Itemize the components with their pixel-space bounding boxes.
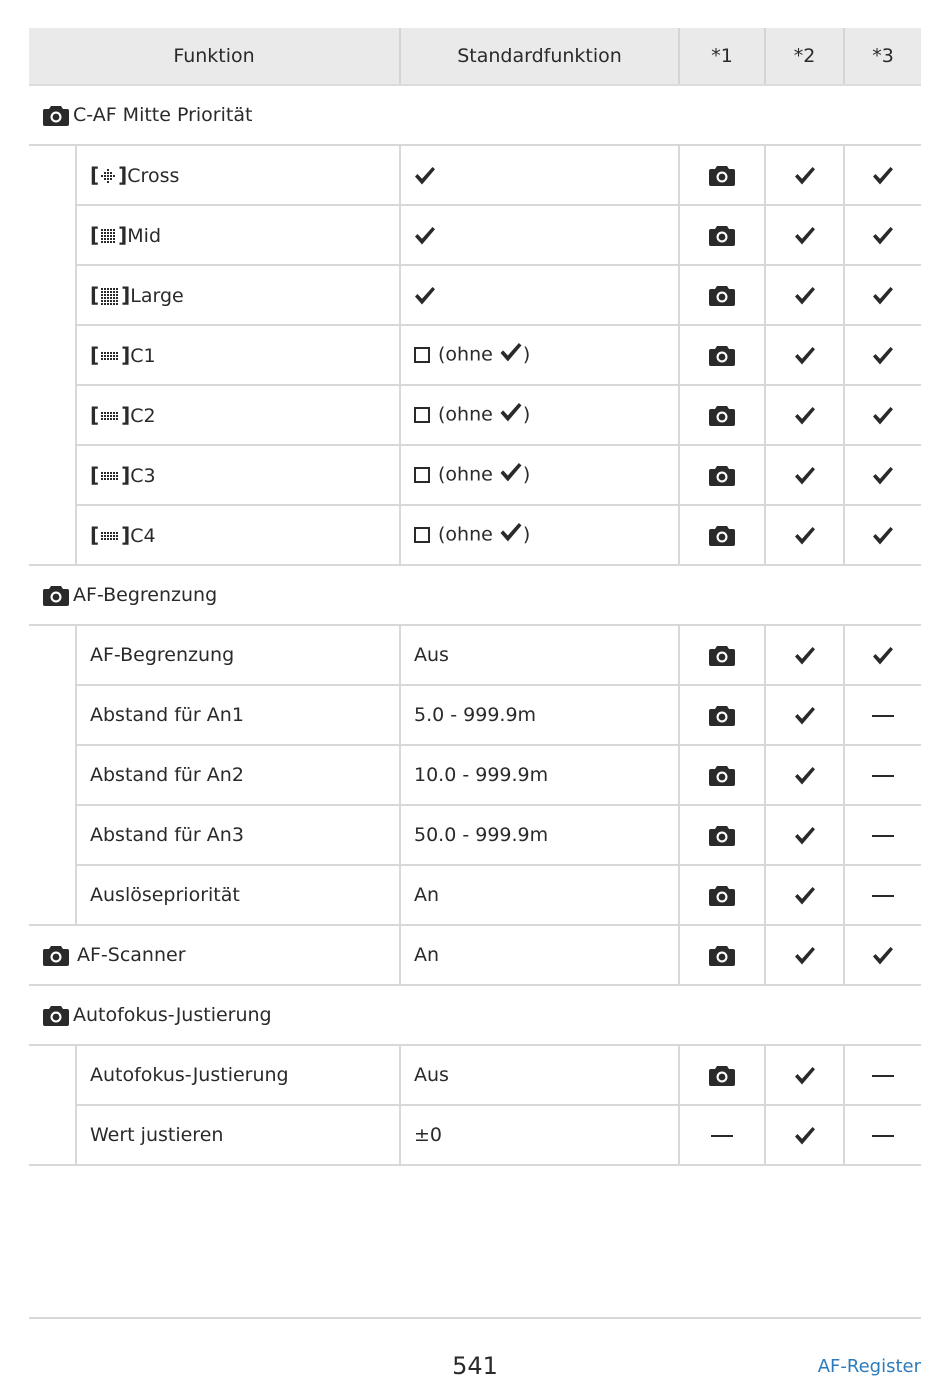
bracket-close: ]: [121, 523, 131, 547]
standard-cell: [400, 505, 679, 565]
standard-value: 5.0 - 999.9m: [400, 685, 679, 745]
check-icon: [794, 406, 816, 426]
table-row: [29, 445, 921, 505]
mode-1-cell: [679, 625, 765, 685]
indent-cell: [29, 505, 76, 565]
indent-cell: [29, 145, 76, 205]
camera-icon: [709, 525, 735, 546]
camera-icon: [709, 165, 735, 186]
section-row-afj: [29, 985, 921, 1045]
camera-icon: [43, 105, 69, 126]
standard-cell: [400, 265, 679, 325]
standard-close: ): [522, 403, 531, 426]
indent-cell: [29, 1045, 76, 1105]
function-cell: [76, 145, 400, 205]
mode-2-cell: [765, 685, 844, 745]
check-icon: [794, 526, 816, 546]
function-name: Large: [130, 285, 184, 307]
function-name: C1: [130, 345, 156, 367]
af-register-link[interactable]: AF-Register: [817, 1356, 921, 1377]
camera-icon: [709, 705, 735, 726]
function-cell: [76, 325, 400, 385]
indent-cell: [29, 685, 76, 745]
section-heading: [29, 985, 921, 1045]
function-name: Cross: [127, 165, 180, 187]
check-icon: [872, 946, 894, 966]
check-icon: [794, 766, 816, 786]
header-mode-2: *2: [765, 28, 844, 85]
table-row: [29, 745, 921, 805]
section-heading: [29, 85, 921, 145]
check-icon: [499, 402, 523, 428]
mode-2-cell: [765, 505, 844, 565]
af-target-grid-icon: [101, 288, 119, 306]
function-name: Mid: [127, 225, 162, 247]
table-row: [29, 625, 921, 685]
function-name: Autofokus-Justierung: [76, 1045, 400, 1105]
check-icon: [794, 1066, 816, 1086]
standard-value: An: [400, 925, 679, 985]
checkbox-empty-icon: [414, 347, 430, 363]
camera-icon: [709, 405, 735, 426]
camera-icon: [709, 225, 735, 246]
af-target-grid-icon: [101, 352, 119, 361]
mode-3-cell: [844, 865, 921, 925]
mode-3-cell: [844, 205, 921, 265]
check-icon: [414, 226, 436, 246]
bracket-open: [: [90, 223, 100, 247]
table-row: [29, 385, 921, 445]
section-heading: [29, 565, 921, 625]
af-target-grid-icon: [101, 412, 119, 421]
mode-3-cell: [844, 1045, 921, 1105]
indent-cell: [29, 385, 76, 445]
mode-1-cell: [679, 385, 765, 445]
dash-icon: [872, 1075, 894, 1077]
camera-icon: [709, 1065, 735, 1086]
mode-2-cell: [765, 925, 844, 985]
standard-text: (ohne: [438, 343, 493, 366]
section-label: AF-Begrenzung: [73, 584, 218, 606]
check-icon: [794, 346, 816, 366]
page-number: 541: [452, 1352, 498, 1380]
dash-icon: [872, 1135, 894, 1137]
mode-3-cell: [844, 805, 921, 865]
mode-3-cell: [844, 445, 921, 505]
mode-3-cell: [844, 385, 921, 445]
bracket-close: ]: [118, 163, 128, 187]
section-label: AF-Scanner: [77, 944, 186, 966]
function-name: Auslösepriorität: [76, 865, 400, 925]
footer-divider: [29, 1317, 921, 1319]
dash-icon: [872, 835, 894, 837]
indent-cell: [29, 865, 76, 925]
mode-2-cell: [765, 625, 844, 685]
indent-cell: [29, 445, 76, 505]
indent-cell: [29, 805, 76, 865]
bracket-close: ]: [121, 463, 131, 487]
bracket-open: [: [90, 283, 100, 307]
section-label: Autofokus-Justierung: [73, 1004, 272, 1026]
standard-text: (ohne: [438, 523, 493, 546]
camera-icon: [43, 1005, 69, 1026]
camera-icon: [709, 885, 735, 906]
check-icon: [872, 466, 894, 486]
mode-3-cell: [844, 1105, 921, 1165]
mode-1-cell: [679, 1045, 765, 1105]
check-icon: [872, 406, 894, 426]
table-row: [29, 1105, 921, 1165]
bracket-open: [: [90, 463, 100, 487]
bracket-open: [: [90, 343, 100, 367]
standard-text: (ohne: [438, 463, 493, 486]
dash-icon: [872, 895, 894, 897]
mode-2-cell: [765, 745, 844, 805]
function-cell: [76, 265, 400, 325]
camera-icon: [43, 585, 69, 606]
mode-2-cell: [765, 805, 844, 865]
function-name: C4: [130, 525, 156, 547]
checkbox-empty-icon: [414, 467, 430, 483]
mode-3-cell: [844, 745, 921, 805]
check-icon: [414, 286, 436, 306]
standard-cell: [400, 445, 679, 505]
table-row: [29, 325, 921, 385]
dash-icon: [872, 715, 894, 717]
section-label: C-AF Mitte Priorität: [73, 104, 253, 126]
standard-value: Aus: [400, 1045, 679, 1105]
function-name: Wert justieren: [76, 1105, 400, 1165]
header-mode-3: *3: [844, 28, 921, 85]
mode-1-cell: [679, 805, 765, 865]
standard-value: Aus: [400, 625, 679, 685]
check-icon: [872, 346, 894, 366]
check-icon: [794, 226, 816, 246]
af-target-grid-icon: [101, 472, 119, 481]
mode-3-cell: [844, 325, 921, 385]
mode-1-cell: [679, 865, 765, 925]
mode-1-cell: [679, 325, 765, 385]
mode-1-cell: [679, 145, 765, 205]
settings-table: [29, 28, 921, 1166]
standard-value: 10.0 - 999.9m: [400, 745, 679, 805]
check-icon: [872, 166, 894, 186]
check-icon: [794, 826, 816, 846]
function-name: Abstand für An2: [76, 745, 400, 805]
bracket-open: [: [90, 403, 100, 427]
function-name: C2: [130, 405, 156, 427]
check-icon: [794, 646, 816, 666]
function-cell: [76, 385, 400, 445]
check-icon: [872, 226, 894, 246]
table-row: [29, 265, 921, 325]
dash-icon: [872, 775, 894, 777]
function-name: C3: [130, 465, 156, 487]
bracket-close: ]: [121, 403, 131, 427]
function-cell: [76, 505, 400, 565]
table-row: [29, 505, 921, 565]
indent-cell: [29, 265, 76, 325]
mode-2-cell: [765, 205, 844, 265]
function-name: Abstand für An1: [76, 685, 400, 745]
mode-2-cell: [765, 1045, 844, 1105]
af-target-grid-icon: [101, 169, 116, 184]
check-icon: [794, 886, 816, 906]
standard-cell: [400, 145, 679, 205]
check-icon: [794, 1126, 816, 1146]
camera-icon: [43, 945, 69, 966]
check-icon: [499, 522, 523, 548]
camera-icon: [709, 765, 735, 786]
table-row: [29, 685, 921, 745]
mode-2-cell: [765, 865, 844, 925]
dash-icon: [711, 1135, 733, 1137]
standard-value: An: [400, 865, 679, 925]
af-target-grid-icon: [101, 229, 116, 244]
table-row: [29, 205, 921, 265]
indent-cell: [29, 1105, 76, 1165]
mode-1-cell: [679, 745, 765, 805]
bracket-close: ]: [121, 343, 131, 367]
check-icon: [499, 342, 523, 368]
mode-1-cell: [679, 1105, 765, 1165]
mode-3-cell: [844, 625, 921, 685]
function-cell: [76, 445, 400, 505]
bracket-close: ]: [118, 223, 128, 247]
function-cell: [76, 205, 400, 265]
check-icon: [499, 462, 523, 488]
standard-value: ±0: [400, 1105, 679, 1165]
bracket-open: [: [90, 523, 100, 547]
check-icon: [414, 166, 436, 186]
check-icon: [794, 706, 816, 726]
section-row-afb: [29, 565, 921, 625]
table-row: [29, 865, 921, 925]
section-row-scanner: [29, 925, 921, 985]
camera-icon: [709, 825, 735, 846]
table-row: [29, 1045, 921, 1105]
check-icon: [794, 286, 816, 306]
camera-icon: [709, 345, 735, 366]
check-icon: [872, 646, 894, 666]
header-standardfunktion: Standardfunktion: [400, 28, 679, 85]
table-header-row: [29, 28, 921, 85]
check-icon: [794, 466, 816, 486]
standard-close: ): [522, 523, 531, 546]
mode-2-cell: [765, 325, 844, 385]
mode-1-cell: [679, 265, 765, 325]
table-row: [29, 145, 921, 205]
mode-3-cell: [844, 265, 921, 325]
mode-1-cell: [679, 685, 765, 745]
bracket-open: [: [90, 163, 100, 187]
indent-cell: [29, 205, 76, 265]
standard-close: ): [522, 463, 531, 486]
mode-1-cell: [679, 445, 765, 505]
mode-3-cell: [844, 925, 921, 985]
indent-cell: [29, 625, 76, 685]
check-icon: [872, 286, 894, 306]
mode-1-cell: [679, 505, 765, 565]
standard-cell: [400, 385, 679, 445]
standard-cell: [400, 325, 679, 385]
indent-cell: [29, 745, 76, 805]
camera-icon: [709, 465, 735, 486]
mode-1-cell: [679, 925, 765, 985]
table-row: [29, 805, 921, 865]
mode-2-cell: [765, 145, 844, 205]
camera-icon: [709, 945, 735, 966]
section-row-caf: [29, 85, 921, 145]
check-icon: [794, 166, 816, 186]
mode-3-cell: [844, 505, 921, 565]
standard-text: (ohne: [438, 403, 493, 426]
header-funktion: Funktion: [29, 28, 400, 85]
bracket-close: ]: [121, 283, 131, 307]
camera-icon: [709, 285, 735, 306]
function-name: AF-Begrenzung: [76, 625, 400, 685]
af-target-grid-icon: [101, 532, 119, 541]
standard-close: ): [522, 343, 531, 366]
header-mode-1: *1: [679, 28, 765, 85]
standard-value: 50.0 - 999.9m: [400, 805, 679, 865]
standard-cell: [400, 205, 679, 265]
mode-2-cell: [765, 385, 844, 445]
mode-3-cell: [844, 145, 921, 205]
mode-2-cell: [765, 1105, 844, 1165]
function-name: Abstand für An3: [76, 805, 400, 865]
checkbox-empty-icon: [414, 527, 430, 543]
camera-icon: [709, 645, 735, 666]
mode-2-cell: [765, 265, 844, 325]
indent-cell: [29, 325, 76, 385]
mode-3-cell: [844, 685, 921, 745]
check-icon: [872, 526, 894, 546]
checkbox-empty-icon: [414, 407, 430, 423]
mode-1-cell: [679, 205, 765, 265]
function-cell: [29, 925, 400, 985]
mode-2-cell: [765, 445, 844, 505]
check-icon: [794, 946, 816, 966]
